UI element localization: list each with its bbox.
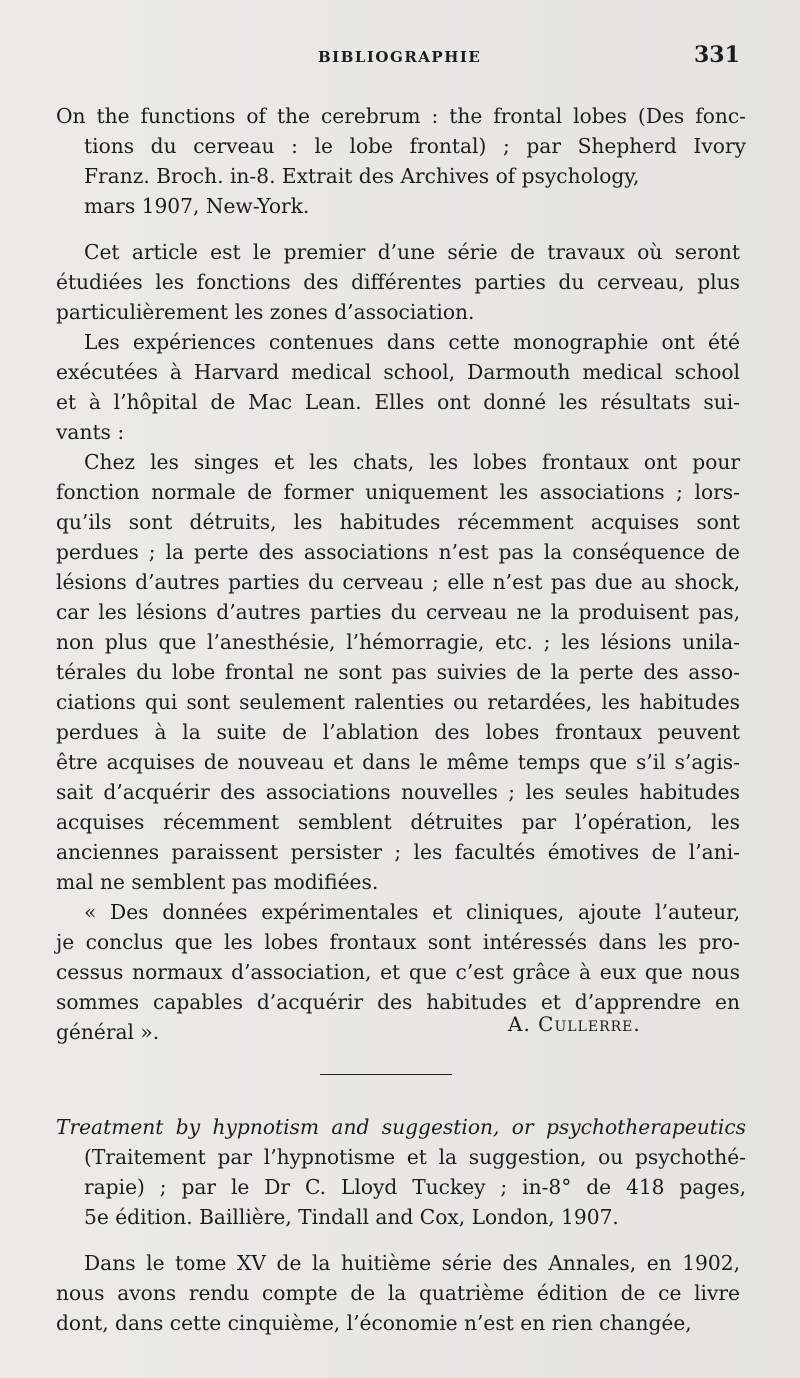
signature	[508, 1012, 641, 1036]
entry1-paragraph-3	[56, 447, 740, 897]
entry2-paragraph-1	[56, 1248, 740, 1338]
text-line: non plus que l’anesthésie, l’hémorragie, etc. ; les lésions unila-	[56, 630, 740, 654]
running-title: BIBLIOGRAPHIE	[318, 48, 482, 66]
text-line: être acquises de nouveau et dans le même temps que s’il s’agis-	[56, 750, 740, 774]
text-line: particulièrement les zones d’association.	[56, 300, 475, 324]
entry2-heading	[56, 1112, 746, 1232]
entry1-title-line: mars 1907, New-York.	[84, 194, 310, 218]
page-number: 331	[694, 42, 740, 68]
entry2-title-line: (Traitement par l’hypnotisme et la suggestion, ou psychothé-	[84, 1145, 746, 1169]
text-line: et à l’hôpital de Mac Lean. Elles ont donné les résultats sui-	[56, 390, 740, 414]
text-line: étudiées les fonctions des différentes parties du cerveau, plus	[56, 270, 740, 294]
text-line: lésions d’autres parties du cerveau ; elle n’est pas due au shock,	[56, 570, 740, 594]
entry1-heading	[56, 101, 746, 221]
text-line: Dans le tome XV de la huitième série des Annales, en 1902,	[84, 1251, 740, 1275]
text-line: car les lésions d’autres parties du cerveau ne la produisent pas,	[56, 600, 740, 624]
text-line: acquises récemment semblent détruites par l’opération, les	[56, 810, 740, 834]
entry1-paragraph-2	[56, 327, 740, 447]
text-line: exécutées à Harvard medical school, Darmouth medical school	[56, 360, 740, 384]
text-line: nous avons rendu compte de la quatrième édition de ce livre	[56, 1281, 740, 1305]
entry2-title-line: Treatment by hypnotism and suggestion, or psychotherapeutics	[56, 1115, 746, 1139]
text-line: perdues ; la perte des associations n’est pas la conséquence de	[56, 540, 740, 564]
entry1-title-line: On the functions of the cerebrum : the frontal lobes (Des fonc-	[56, 104, 746, 128]
running-head	[0, 38, 800, 68]
text-line: Chez les singes et les chats, les lobes frontaux ont pour	[84, 450, 740, 474]
text-line: anciennes paraissent persister ; les facultés émotives de l’ani-	[56, 840, 740, 864]
entry1-paragraph-1	[56, 237, 740, 327]
section-divider	[320, 1074, 452, 1075]
text-line: sommes capables d’acquérir des habitudes et d’apprendre en	[56, 990, 740, 1014]
text-line: dont, dans cette cinquième, l’économie n’est en rien changée,	[56, 1311, 692, 1335]
text-line: je conclus que les lobes frontaux sont intéressés dans les pro-	[56, 930, 740, 954]
text-line: vants :	[56, 420, 125, 444]
text-line: sait d’acquérir des associations nouvelles ; les seules habitudes	[56, 780, 740, 804]
entry1-title-line: Franz. Broch. in-8. Extrait des Archives of psychology,	[84, 164, 640, 188]
text-line: mal ne semblent pas modifiées.	[56, 870, 379, 894]
entry2-title-line: 5e édition. Baillière, Tindall and Cox, London, 1907.	[84, 1205, 619, 1229]
text-line: Cet article est le premier d’une série de travaux où seront	[84, 240, 740, 264]
text-line: ciations qui sont seulement ralenties ou retardées, les habitudes	[56, 690, 740, 714]
entry1-title-line: tions du cerveau : le lobe frontal) ; par Shepherd Ivory	[84, 134, 746, 158]
text-line: fonction normale de former uniquement les associations ; lors-	[56, 480, 740, 504]
text-line: térales du lobe frontal ne sont pas suivies de la perte des asso-	[56, 660, 740, 684]
text-line: « Des données expérimentales et cliniques, ajoute l’auteur,	[84, 900, 740, 924]
entry2-title-line: rapie) ; par le Dr C. Lloyd Tuckey ; in-8° de 418 pages,	[84, 1175, 746, 1199]
text-line: perdues à la suite de l’ablation des lobes frontaux peuvent	[56, 720, 740, 744]
text-line: général ».	[56, 1020, 160, 1044]
text-line: qu’ils sont détruits, les habitudes récemment acquises sont	[56, 510, 740, 534]
text-line: Les expériences contenues dans cette monographie ont été	[84, 330, 740, 354]
text-line: cessus normaux d’association, et que c’est grâce à eux que nous	[56, 960, 740, 984]
signature-text: A. Cullerre.	[508, 1012, 641, 1036]
